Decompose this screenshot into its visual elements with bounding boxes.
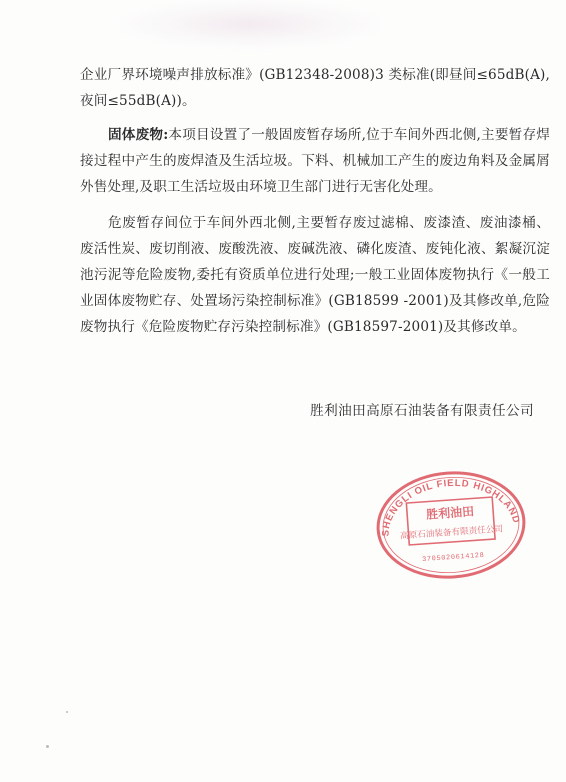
seal-outer-text: SHENGLI OIL FIELD HIGHLAND xyxy=(380,477,522,537)
solid-waste-paragraph xyxy=(80,122,550,200)
seal-number: 3705020614128 xyxy=(421,551,485,565)
top-smudge xyxy=(120,0,380,48)
company-signature: 胜利油田高原石油装备有限责任公司 xyxy=(310,403,534,419)
seal-inner-line2: 高原石油装备有限责任公司 xyxy=(399,524,504,542)
scan-speck xyxy=(66,711,68,713)
solid-waste-text: 本项目设置了一般固废暂存场所,位于车间外西北侧,主要暂存焊接过程中产生的废焊渣及生活垃圾。下料、机械加工产生的废边角料及金属屑外售处理,及职工生活垃圾由环境卫生部门进行无害化处理。 xyxy=(80,127,550,195)
scan-speck xyxy=(46,745,49,748)
hazardous-waste-paragraph: 危废暂存间位于车间外西北侧,主要暂存废过滤棉、废漆渣、废油漆桶、废活性炭、废切削液、废酸洗液、废碱洗液、磷化废渣、废钝化液、絮凝沉淀池污泥等危险废物,委托有资质单位进行处理;一般工业固体废物执行《一般工业固体废物贮存、处置场污染控制标准》(GB18599 -2001)及其修改单,危险废物执行《危险废物贮存污染控制标准》(GB18597-2001)及其修改单。 xyxy=(80,215,550,335)
document-body xyxy=(80,62,550,340)
seal-inner-line1: 胜利油田 xyxy=(425,504,475,522)
noise-standard-paragraph: 企业厂界环境噪声排放标准》(GB12348-2008)3 类标准(即昼间≤65dB(A),夜间≤55dB(A))。 xyxy=(80,67,550,109)
company-seal xyxy=(374,470,528,580)
solid-waste-heading: 固体废物: xyxy=(108,127,169,143)
